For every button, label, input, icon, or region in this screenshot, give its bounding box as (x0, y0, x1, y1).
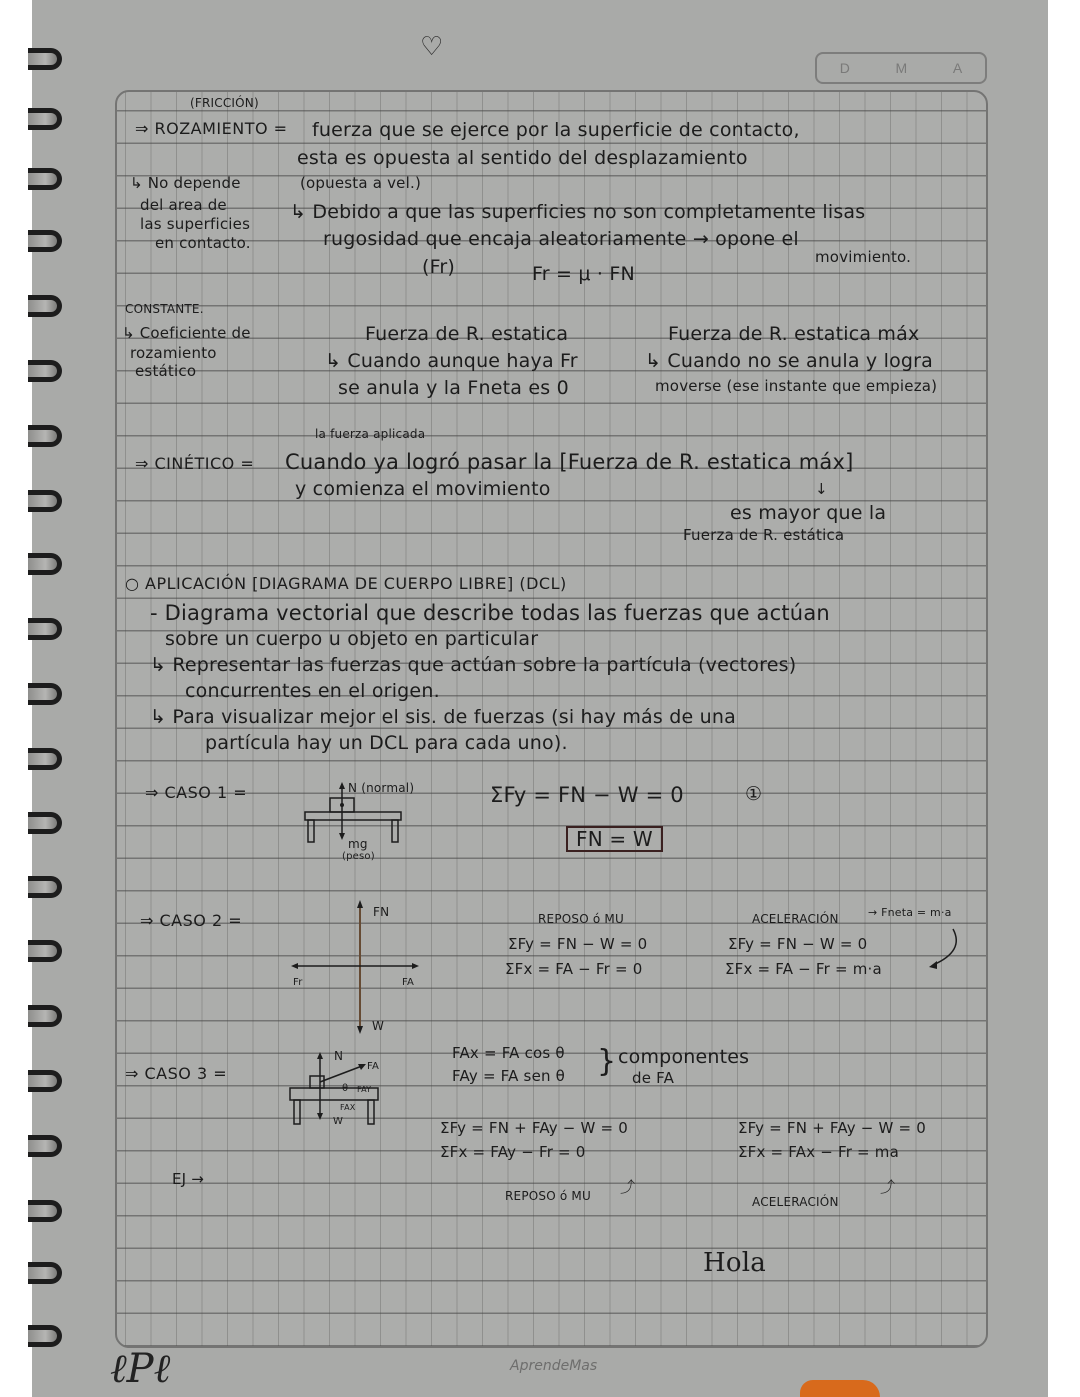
coef-note-line: ↳ Coeficiente de (122, 324, 251, 342)
normal-force-label: N (334, 1049, 344, 1063)
cinetico-line: Cuando ya logró pasar la [Fuerza de R. estatica máx] (285, 450, 854, 474)
side-note-line: del area de (140, 196, 227, 214)
aplicacion-line: sobre un cuerpo u objeto en particular (165, 628, 539, 650)
reposo-label: REPOSO ó MU (505, 1189, 591, 1203)
applied-force-annotation: la fuerza aplicada (315, 427, 426, 441)
aplicacion-line: ↳ Para visualizar mejor el sis. de fuerzas (si hay más de una (150, 706, 736, 728)
applied-force-label: FA (367, 1061, 380, 1072)
date-day-label: D (839, 60, 850, 76)
weight-label: W (333, 1116, 344, 1127)
component-equation: FAy = FA sen θ (452, 1067, 566, 1085)
aceleracion-equation: ΣFy = FN − W = 0 (728, 935, 868, 953)
brace-icon: } (597, 1044, 617, 1079)
aceleracion-equation: ΣFy = FN + FAy − W = 0 (738, 1119, 927, 1137)
date-box (815, 52, 987, 84)
date-month-label: M (895, 60, 908, 76)
axis-down-label: W (372, 1019, 385, 1033)
caso-2-axes-diagram-icon (285, 898, 435, 1038)
definition-line: esta es opuesta al sentido del desplazamiento (297, 147, 748, 169)
down-arrow-icon: ↓ (815, 480, 828, 498)
static-friction-title: Fuerza de R. estatica (365, 323, 569, 345)
cinetico-line: y comienza el movimiento (295, 478, 551, 500)
aceleracion-label: ACELERACIÓN (752, 1195, 839, 1209)
cinetico-note-line: es mayor que la (730, 502, 887, 524)
aplicacion-title: ○ APLICACIÓN [DIAGRAMA DE CUERPO LIBRE] (DCL) (125, 574, 567, 593)
date-year-label: A (952, 60, 963, 76)
example-label: EJ → (172, 1170, 205, 1188)
signature: ℓPℓ (110, 1346, 171, 1392)
caso-2-label: ⇒ CASO 2 = (140, 911, 243, 930)
definition-line: fuerza que se ejerce por la superficie de contacto, (312, 119, 800, 141)
equation-number: ① (745, 783, 763, 805)
side-note-line: en contacto. (155, 234, 251, 252)
fay-label: FAY (357, 1085, 372, 1094)
aceleracion-title: ACELERACIÓN (752, 912, 839, 926)
weight-note: (peso) (342, 851, 375, 862)
side-note-line: ↳ No depende (130, 174, 241, 192)
components-note: componentes (618, 1046, 750, 1068)
friction-formula: Fr = μ · FN (532, 263, 635, 285)
definition-line: (opuesta a vel.) (300, 174, 421, 192)
normal-force-label: N (normal) (348, 781, 415, 795)
max-static-friction-title: Fuerza de R. estatica máx (668, 323, 920, 345)
reposo-equation: ΣFx = FA − Fr = 0 (505, 960, 643, 978)
caso-1-label: ⇒ CASO 1 = (145, 783, 248, 802)
curved-arrow-icon (925, 925, 965, 975)
axis-left-label: Fr (293, 977, 303, 988)
orange-highlighter-mark (800, 1380, 880, 1397)
weight-label: mg (348, 837, 368, 851)
reposo-title: REPOSO ó MU (538, 912, 624, 926)
caso-1-equation: ΣFy = FN − W = 0 (490, 783, 684, 807)
static-friction-line: ↳ Cuando aunque haya Fr (325, 350, 578, 372)
component-equation: FAx = FA cos θ (452, 1044, 565, 1062)
greeting-text: Hola (703, 1248, 766, 1278)
fr-symbol: (Fr) (422, 256, 455, 278)
net-force-note: → Fneta = m·a (868, 906, 952, 919)
fax-label: FAX (340, 1103, 356, 1112)
arrow-icon: ⇒ (135, 454, 155, 473)
arrow-icon: ⇒ (135, 119, 155, 138)
caso-3-label: ⇒ CASO 3 = (125, 1064, 228, 1083)
static-friction-line: se anula y la Fneta es 0 (338, 377, 569, 399)
curved-arrow-icon: ⤴ (620, 1178, 636, 1196)
definition-line: rugosidad que encaja aleatoriamente → opone el (323, 228, 799, 250)
aplicacion-line: ↳ Representar las fuerzas que actúan sobre la partícula (vectores) (150, 654, 797, 676)
aceleracion-equation: ΣFx = FA − Fr = m·a (725, 960, 882, 978)
reposo-equation: ΣFy = FN + FAy − W = 0 (440, 1119, 629, 1137)
cinetico-note-line: Fuerza de R. estática (683, 526, 845, 544)
axis-right-label: FA (402, 977, 415, 988)
coef-note-line: rozamiento (130, 344, 217, 362)
constante-label: CONSTANTE. (125, 302, 204, 316)
coef-note-line: estático (135, 362, 197, 380)
heart-doodle-icon: ♡ (420, 32, 444, 62)
theta-label: θ (342, 1083, 349, 1094)
caso-1-result: FN = W (566, 826, 663, 852)
rozamiento-title: ⇒ ROZAMIENTO = (135, 119, 288, 138)
aplicacion-line: - Diagrama vectorial que describe todas las fuerzas que actúan (150, 601, 830, 625)
aplicacion-line: partícula hay un DCL para cada uno). (205, 732, 568, 754)
aplicacion-line: concurrentes en el origen. (185, 680, 440, 702)
max-static-friction-line: ↳ Cuando no se anula y logra (645, 350, 934, 372)
reposo-equation: ΣFy = FN − W = 0 (508, 935, 648, 953)
components-note: de FA (632, 1069, 675, 1087)
curved-arrow-icon: ⤴ (880, 1178, 896, 1196)
reposo-equation: ΣFx = FAy − Fr = 0 (440, 1143, 586, 1161)
watermark: AprendeMas (510, 1358, 598, 1374)
cinetico-title: ⇒ CINÉTICO = (135, 454, 255, 473)
definition-line: ↳ Debido a que las superficies no son completamente lisas (290, 201, 866, 223)
side-note-line: las superficies (140, 215, 251, 233)
friccion-subtitle: (FRICCIÓN) (190, 96, 259, 110)
aceleracion-equation: ΣFx = FAx − Fr = ma (738, 1143, 899, 1161)
definition-line: movimiento. (815, 248, 912, 266)
axis-up-label: FN (373, 905, 390, 919)
max-static-friction-line: moverse (ese instante que empieza) (655, 377, 938, 395)
